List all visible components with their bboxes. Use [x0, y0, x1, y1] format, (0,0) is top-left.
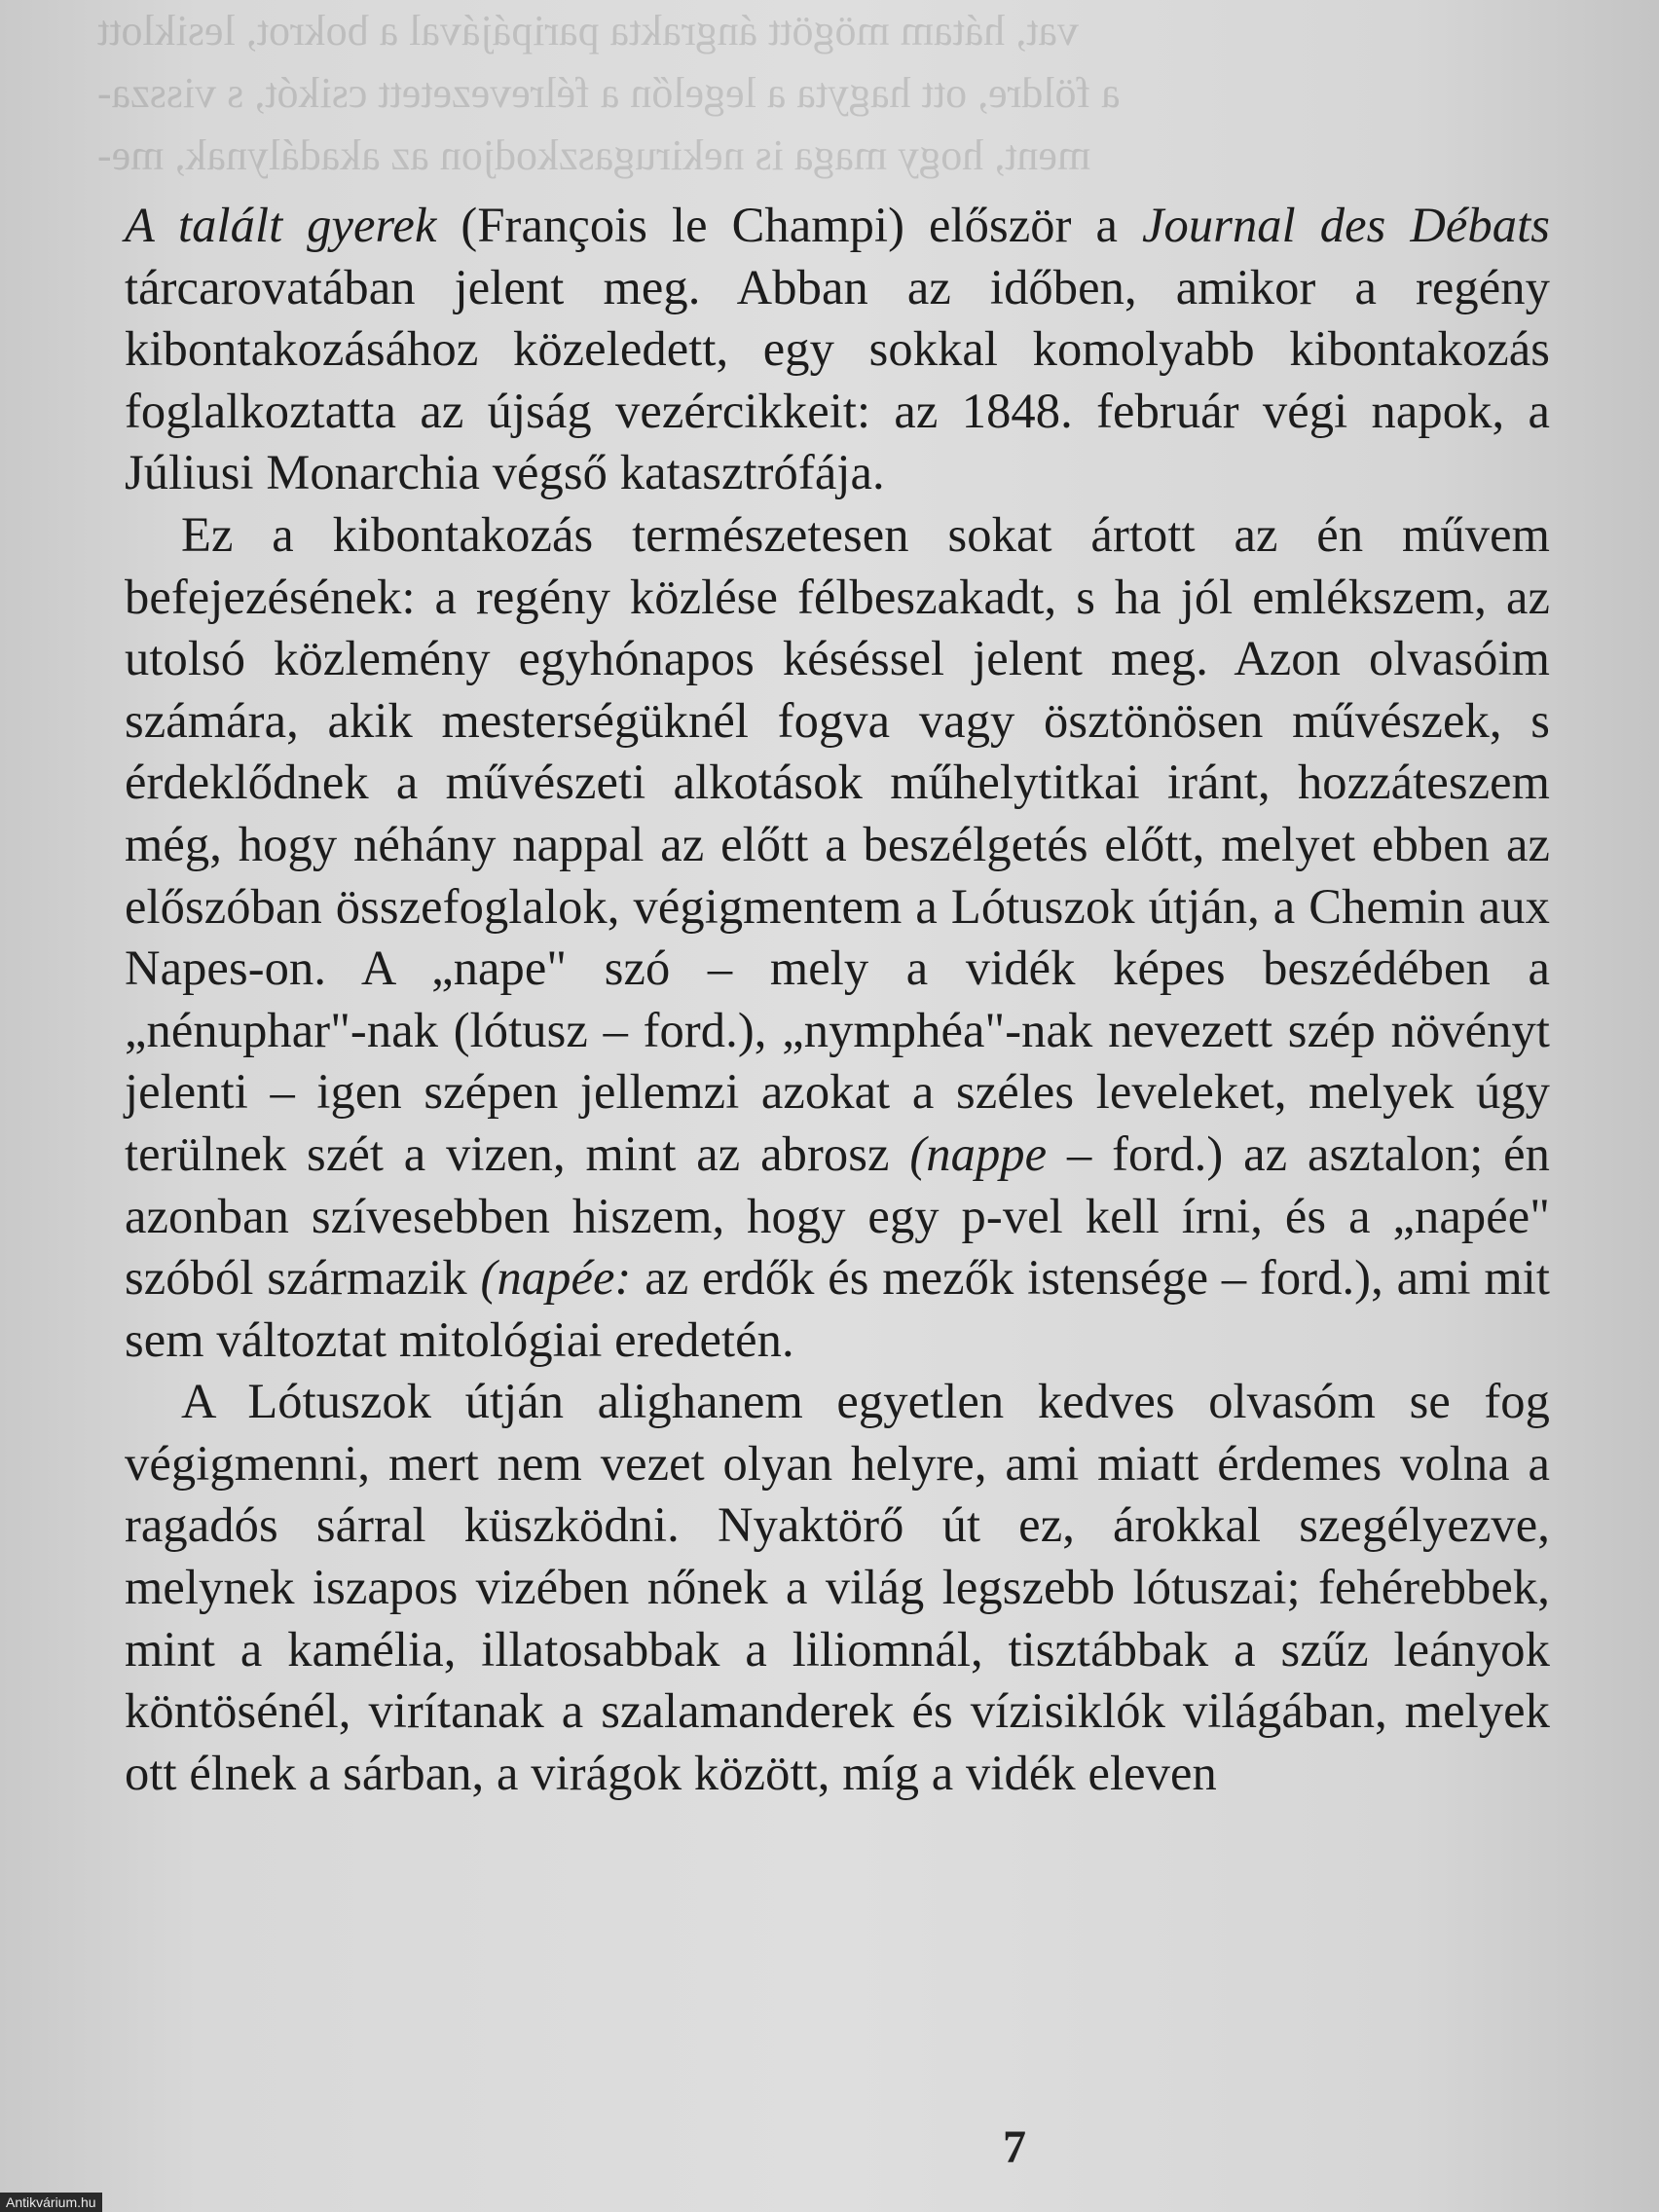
italic-term: (napée:: [480, 1250, 632, 1306]
bleed-line: a földre, ott hagyta a legelőn a félrevezetett csikót, s vissza-: [97, 69, 1121, 117]
text-segment: A Lótuszok útján alighanem egyetlen kedves olvasóm se fog végigmenni, mert nem vezet olyan helyre, ami miatt érdemes volna a ragadós sárral küszködni. Nyaktörő út ez, árokkal szegélyezve, melynek iszapos vizében nőnek a világ legszebb lótuszai; fehérebbek, mint a kamélia, illatosabbak a liliomnál, tisztábbak a szűz leányok köntösénél, virítanak a szalamanderek és vízisiklók világában, melyek ott élnek a sárban, a virágok között, míg a vidék eleven: [125, 1374, 1550, 1800]
bleed-through-text: [0, 0, 1659, 195]
text-segment: Ez a kibontakozás természetesen sokat ártott az én művem befejezésének: a regény közlése félbeszakadt, s ha jól emlékszem, az utolsó közlemény egyhónapos késéssel jelent meg. Azon olvasóim számára, akik mesterségüknél fogva vagy ösztönösen művészek, s érdeklődnek a művészeti alkotások műhelytitkai iránt, hozzáteszem még, hogy néhány nappal az előtt a beszélgetés előtt, melyet ebben az előszóban összefoglalok, végigmentem a Lótuszok útján, a Chemin aux Napes-on. A „nape" szó – mely a vidék képes beszédében a „nénuphar"-nak (lótusz – ford.), „nymphéa"-nak nevezett szép növényt jelenti – igen szépen jellemzi azokat a széles leveleket, melyek úgy terülnek szét a vizen, mint az abrosz: [125, 506, 1550, 1181]
text-segment: (François le Champi) először a: [436, 198, 1142, 252]
paragraph-2: [125, 504, 1550, 1371]
bleed-line: ment, hogy maga is nekirugaszkodjon az akadálynak, me-: [97, 131, 1091, 179]
text-segment: tárcarovatában jelent meg. Abban az időben, amikor a regény kibontakozásához közeledett, egy sokkal komolyabb kibontakozás foglalkoztatta az újság vezércikkeit: az 1848. február végi napok, a Júliusi Monarchia végső katasztrófája.: [125, 259, 1550, 500]
page-number: 7: [1003, 2121, 1026, 2173]
paragraph-3: [125, 1371, 1550, 1804]
watermark: Antikvárium.hu: [0, 2193, 102, 2212]
italic-term: (nappe: [909, 1125, 1048, 1181]
paragraph-1: [125, 195, 1550, 504]
text-segment: – ford.) az asztalon; én azonban szívesebben hiszem, hogy egy p-vel kell írni, és a „napée" szóból származik: [125, 1125, 1550, 1306]
book-title: A talált gyerek: [125, 198, 437, 252]
bleed-line: vat, hátam mögött ángrakta paripájával a bokrot, lesiklott: [97, 7, 1080, 55]
newspaper-title: Journal des Débats: [1141, 198, 1550, 252]
text-segment: az erdők és mezők istensége – ford.), ami mit sem változtat mitológiai eredetén.: [125, 1250, 1550, 1367]
page-body: [125, 195, 1550, 1804]
